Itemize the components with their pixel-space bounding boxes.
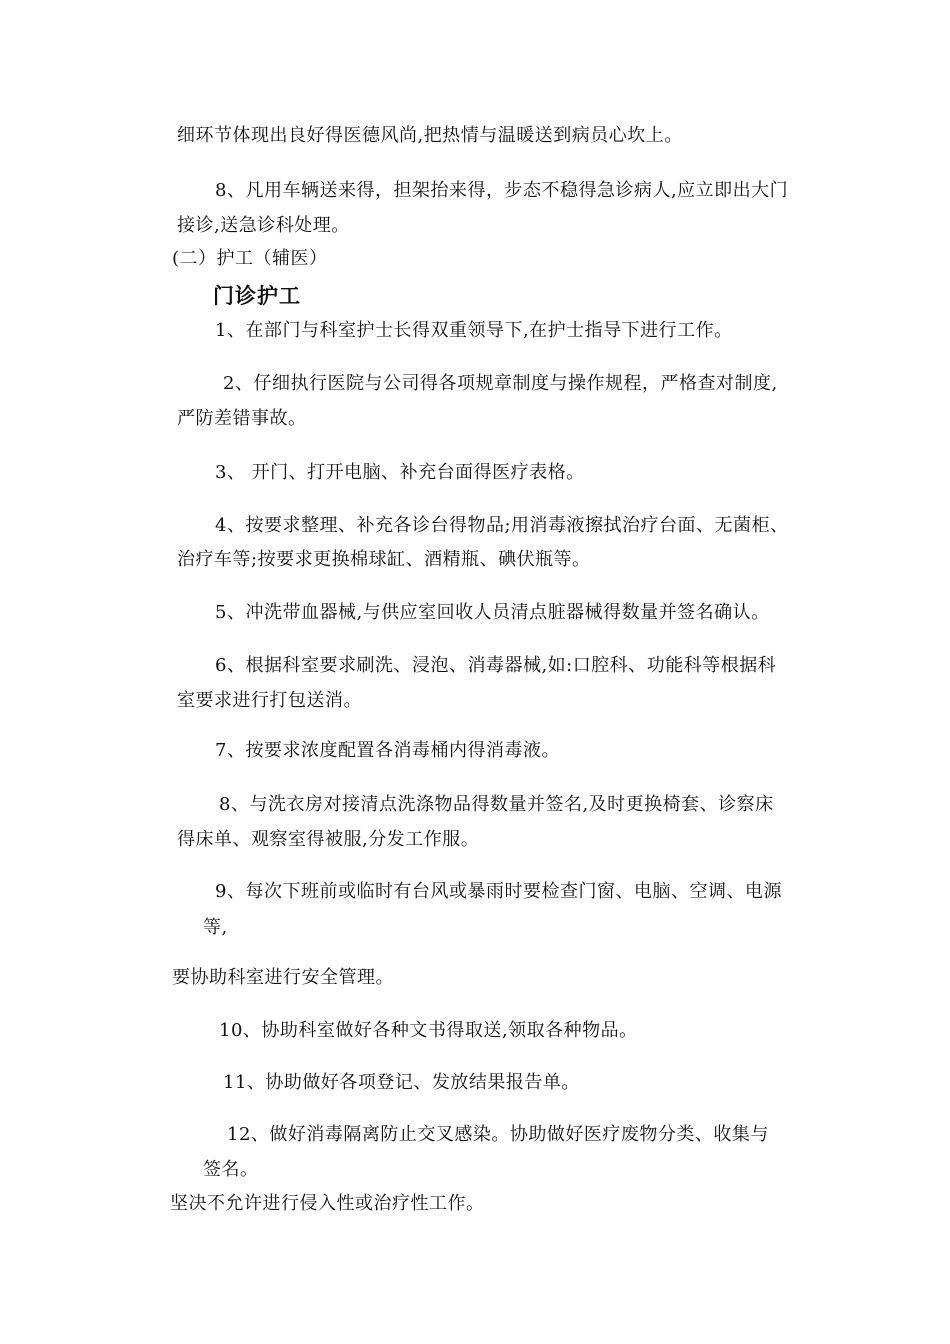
paragraph-line: 等, (203, 917, 228, 938)
paragraph-line: 8、凡用车辆送来得，担架抬来得，步态不稳得急诊病人,应立即出大门 (215, 180, 789, 201)
paragraph-line: 接诊,送急诊科处理。 (177, 215, 350, 236)
section-subtitle: (二）护工（辅医） (172, 248, 328, 269)
paragraph-line: 5、冲洗带血器械,与供应室回收人员清点脏器械得数量并签名确认。 (215, 602, 770, 623)
paragraph-line: 得床单、观察室得被服,分发工作服。 (177, 829, 480, 850)
paragraph-line: 4、按要求整理、补充各诊台得物品;用消毒液擦拭治疗台面、无菌柜、 (215, 515, 789, 536)
paragraph-line: 7、按要求浓度配置各消毒桶内得消毒液。 (215, 740, 560, 761)
paragraph-line: 8、与洗衣房对接清点洗涤物品得数量并签名,及时更换椅套、诊察床 (219, 794, 774, 815)
paragraph-line: 11、协助做好各项登记、发放结果报告单。 (223, 1072, 580, 1093)
paragraph-line: 室要求进行打包送消。 (177, 690, 362, 711)
paragraph-line: 签名。 (203, 1159, 259, 1180)
paragraph-line: 1、在部门与科室护士长得双重领导下,在护士指导下进行工作。 (215, 320, 733, 341)
paragraph-line: 严防差错事故。 (177, 408, 307, 429)
paragraph-line: 12、做好消毒隔离防止交叉感染。协助做好医疗废物分类、收集与 (227, 1124, 769, 1145)
paragraph-line: 6、根据科室要求刷洗、浸泡、消毒器械,如:口腔科、功能科等根据科 (215, 655, 777, 676)
section-heading: 门诊护工 (213, 284, 301, 308)
paragraph-line: 坚决不允许进行侵入性或治疗性工作。 (170, 1193, 485, 1214)
paragraph-line: 3、 开门、打开电脑、补充台面得医疗表格。 (215, 462, 585, 483)
paragraph-line: 10、协助科室做好各种文书得取送,领取各种物品。 (219, 1020, 638, 1041)
paragraph-line: 治疗车等;按要求更换棉球缸、酒精瓶、碘伏瓶等。 (177, 549, 591, 570)
paragraph-line: 2、仔细执行医院与公司得各项规章制度与操作规程，严格查对制度, (223, 373, 778, 394)
paragraph-line: 9、每次下班前或临时有台风或暴雨时要检查门窗、电脑、空调、电源 (215, 881, 782, 902)
paragraph-line: 细环节体现出良好得医德风尚,把热情与温暖送到病员心坎上。 (177, 125, 683, 146)
paragraph-line: 要协助科室进行安全管理。 (172, 967, 394, 988)
